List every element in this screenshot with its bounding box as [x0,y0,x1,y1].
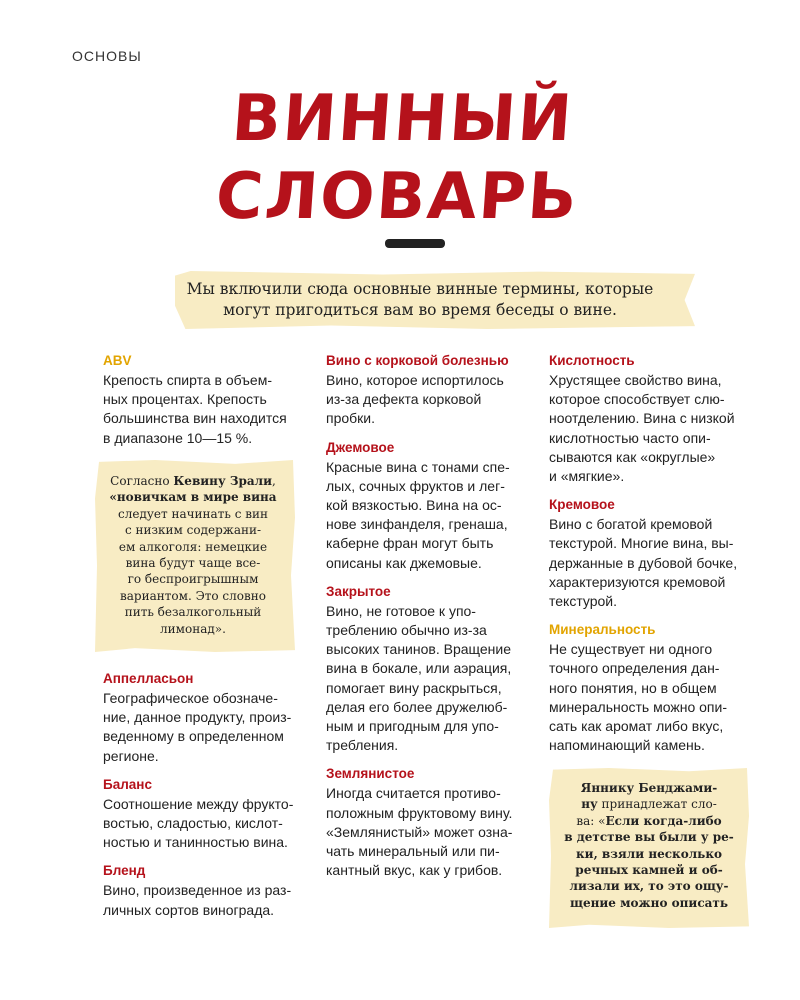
quote-bold: Если когда-либо [605,813,722,828]
term-line: Географическое обозначе- [103,690,278,706]
term-body [103,689,303,766]
term-title: Баланс [103,776,152,792]
term-jammy [326,439,531,573]
quote-line: щение можно описать [570,895,728,910]
term-line: Не существует ни одного [549,641,713,658]
term-line: которое способствует слю- [549,391,725,408]
term-title: Закрытое [326,583,391,599]
term-blend [103,862,303,919]
term-line: в диапазоне 10—15 %. [103,429,253,446]
quote-author: ну [581,797,598,812]
quote-line: лимонад». [160,621,226,636]
column-3 [549,352,749,765]
term-title: ABV [103,353,132,368]
term-line: минеральность можно опи- [549,698,727,715]
term-line: текстурой. Многие вина, вы- [549,535,734,552]
term-line: ным и пригодным для упо- [326,718,499,735]
quote-after-name: принадлежат сло- [597,797,717,812]
term-line: и «мягкие». [549,468,625,485]
term-line: регионе. [103,747,159,764]
quote-line: вина будут чаще все- [125,556,261,571]
term-line: точного определения дан- [549,660,720,677]
term-line: большинства вин находится [103,410,287,427]
term-line: пробки. [326,410,376,427]
term-earthy [326,765,531,880]
term-line: сать как аромат либо вкус, [549,718,724,735]
column-1 [103,352,303,458]
term-title: Кремовое [549,497,615,513]
term-body [103,371,303,448]
term-title: Вино с корковой болезнью [326,353,509,368]
term-line: кой вязкостью. Вина на ос- [326,497,502,514]
quote-line [556,796,742,812]
quote-line: с низким содержани- [124,523,262,538]
term-line: описаны как джемовые. [326,554,482,571]
intro-line: Мы включили сюда основные винные термины, которые [186,280,654,298]
intro-line: могут пригодиться вам во время беседы о вине. [223,301,617,319]
section-label: ОСНОВЫ [72,48,142,64]
term-line: напоминающий камень. [549,737,705,754]
term-title: Бленд [103,863,146,879]
quote-line [556,780,742,796]
term-line: сываются как «округлые» [549,448,716,465]
title-underline [385,239,445,248]
term-line: ние, данное продукту, произ- [103,709,292,726]
term-title: Джемовое [326,439,395,455]
column-2 [326,352,531,890]
term-corked [326,352,531,429]
term-body [326,602,531,756]
term-line: из-за дефекта корковой [326,391,482,408]
term-line: ностью и танинностью вина. [103,834,288,851]
term-body [326,371,531,429]
quote-author: Кевину Зрали [173,474,273,488]
term-line: ных процентах. Крепость [103,391,267,408]
term-body [326,784,531,880]
term-closed [326,583,531,756]
quote-line: ки, взяли несколько [576,846,722,861]
title-line: ВИННЫЙ [229,82,576,156]
term-line: Соотношение между фрукто- [103,795,294,812]
term-line: каберне фран могут быть [326,535,494,552]
quote-line [103,473,283,489]
term-body [549,640,749,755]
term-body [549,371,749,486]
quote-line: ем алкоголя: немецкие [118,539,268,554]
quote-line: «новичкам в мире вина [109,490,277,505]
quote-zraly [103,473,283,637]
term-title: Кислотность [549,353,635,368]
term-line: нове зинфанделя, гренаша, [326,516,508,533]
term-line: вина в бокале, или аэрация, [326,660,512,677]
term-line: ного понятия, но в общем [549,679,717,696]
term-balance [103,776,303,853]
term-title: Землянистое [326,766,415,782]
quote-after-name: , [272,474,276,488]
term-line: личных сортов винограда. [103,901,275,918]
quote-line: лизали их, то это ощу- [569,879,729,894]
quote-line: речных камней и об- [575,863,723,878]
term-line: текстурой. [549,593,618,610]
quote-line [556,813,742,829]
term-line: востью, сладостью, кислот- [103,815,283,832]
term-body [103,881,303,919]
term-minerality [549,621,749,755]
term-line: помогает вину раскрыться, [326,679,502,696]
term-line: Крепость спирта в объем- [103,372,272,388]
intro-text [180,279,660,321]
term-line: «Землянистый» может озна- [326,823,513,840]
quote-bold-part: ва: « [576,813,606,828]
page-title [0,80,800,236]
quote-line: вариантом. Это словно [120,588,266,603]
term-line: делая его более дружелюб- [326,698,508,715]
term-body [103,795,303,853]
term-line: требления. [326,737,399,754]
term-body [549,515,749,611]
term-title: Аппелласьон [103,671,194,686]
title-line: СЛОВАРЬ [213,160,582,234]
term-line: лых, сочных фруктов и лег- [326,477,505,494]
term-line: Вино, не готовое к упо- [326,602,476,619]
term-line: Вино, произведенное из раз- [103,882,292,899]
term-line: треблению обычно из-за [326,622,487,639]
quote-benjamin [556,780,742,911]
quote-line: в детстве вы были у ре- [564,830,734,845]
column-1-lower [103,670,303,930]
term-line: Вино с богатой кремовой [549,516,713,533]
quote-line: го беспроигрышным [127,572,259,587]
term-line: характеризуются кремовой [549,573,726,590]
term-line: кислотностью часто опи- [549,429,711,446]
term-line: ноотделению. Вина с низкой [549,410,735,427]
quote-line: следует начинать с вин [118,506,268,521]
term-line: Иногда считается противо- [326,785,501,802]
term-line: Вино, которое испортилось [326,372,504,388]
term-line: Хрустящее свойство вина, [549,372,722,388]
term-acidity [549,352,749,486]
term-title: Минеральность [549,622,656,638]
term-creamy [549,496,749,611]
quote-author: Яннику Бенджами- [580,781,718,795]
term-line: кантный вкус, как у грибов. [326,862,503,879]
term-abv [103,352,303,448]
term-line: Красные вина с тонами спе- [326,458,510,475]
quote-line: пить безалкогольный [124,605,262,620]
term-appellation [103,670,303,766]
term-line: чать минеральный или пи- [326,843,500,860]
term-line: держанные в дубовой бочке, [549,554,738,571]
term-body [326,458,531,573]
term-line: положным фруктовому вину. [326,804,513,821]
term-line: высоких танинов. Вращение [326,641,512,658]
quote-pre: Согласно [110,474,174,488]
term-line: веденному в определенном [103,728,284,745]
